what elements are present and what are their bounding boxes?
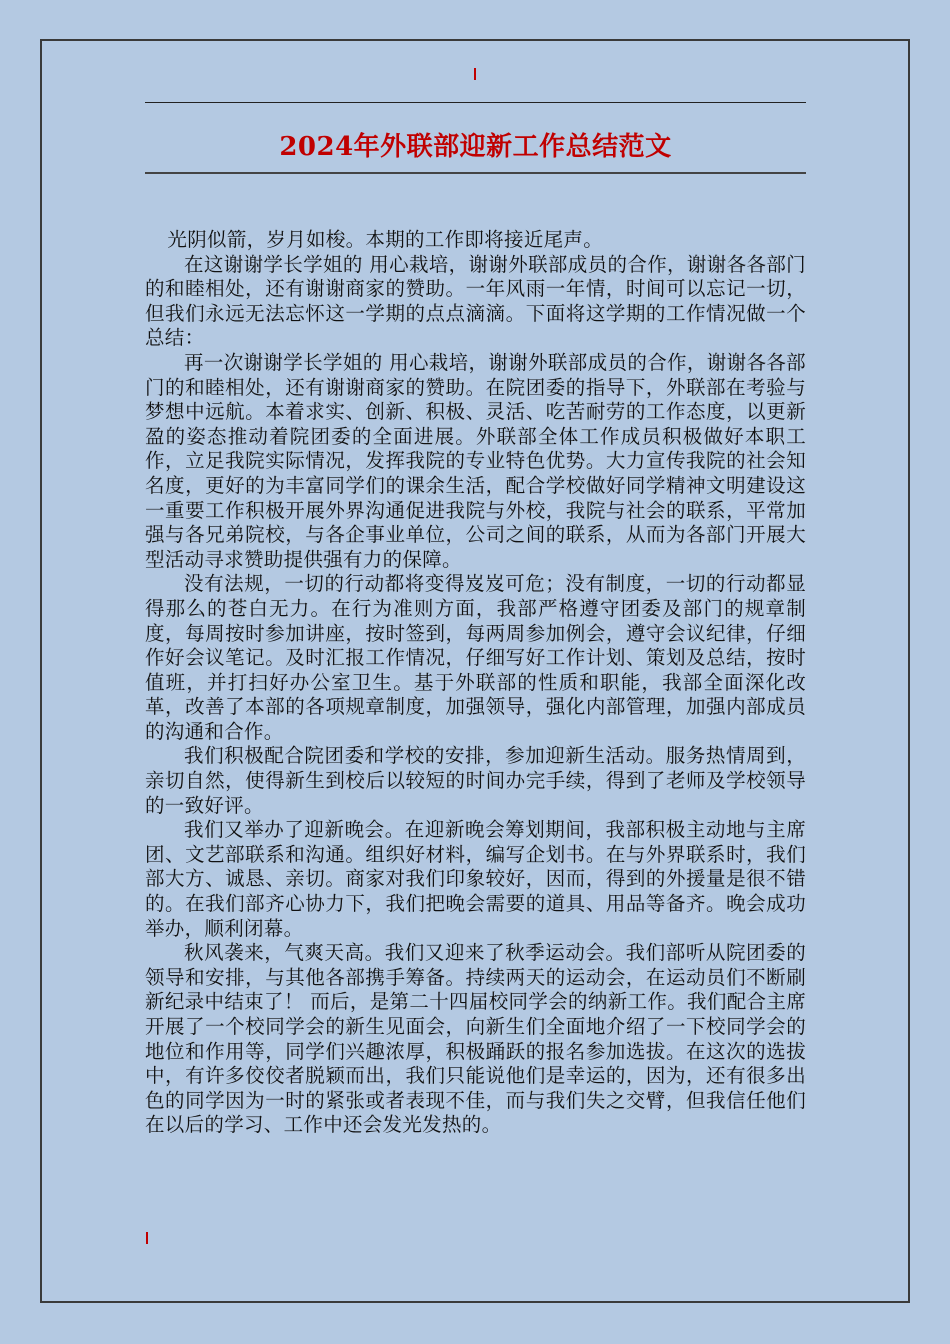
- paragraph-thanks: 在这谢谢学长学姐的 用心栽培，谢谢外联部成员的合作，谢谢各各部门的和睦相处，还有谢谢商家的赞助。一年风雨一年情，时间可以忘记一切，但我们永远无法忘怀这一学期的点点滴滴。下面将这学期的工作情况做一个总结：: [145, 252, 806, 350]
- paragraph-sports-meet: 秋风袭来，气爽天高。我们又迎来了秋季运动会。我们部听从院团委的领导和安排，与其他各部携手筹备。持续两天的运动会，在运动员们不断刷新纪录中结束了！ 而后，是第二十四届校同学会的纳新工作。我们配合主席开展了一个校同学会的新生见面会，向新生们全面地介绍了一下校同学会的地位和作用等，同学们兴趣浓厚，积极踊跃的报名参加选拔。在这次的选拔中，有许多佼佼者脱颖而出，我们只能说他们是幸运的，因为，还有很多出色的同学因为一时的紧张或者表现不佳，而与我们失之交臂，但我信任他们在以后的学习、工作中还会发光发热的。: [145, 941, 806, 1137]
- paragraph-rules: 没有法规，一切的行动都将变得岌岌可危；没有制度，一切的行动都显得那么的苍白无力。在行为准则方面，我部严格遵守团委及部门的规章制度，每周按时参加讲座，按时签到，每两周参加例会，遵守会议纪律，仔细作好会议笔记。及时汇报工作情况，仔细写好工作计划、策划及总结，按时值班，并打扫好办公室卫生。基于外联部的性质和职能，我部全面深化改革，改善了本部的各项规章制度，加强领导，强化内部管理，加强内部成员的沟通和合作。: [145, 572, 806, 743]
- header-cursor-mark: [474, 68, 476, 80]
- paragraph-overview: 再一次谢谢学长学姐的 用心栽培，谢谢外联部成员的合作，谢谢各各部门的和睦相处，还有谢谢商家的赞助。在院团委的指导下，外联部在考验与梦想中远航。本着求实、创新、积极、灵活、吃苦耐劳的工作态度，以更新盈的姿态推动着院团委的全面进展。外联部全体工作成员积极做好本职工作，立足我院实际情况，发挥我院的专业特色优势。大力宣传我院的社会知名度，更好的为丰富同学们的课余生活，配合学校做好同学精神文明建设这一重要工作积极开展外界沟通促进我院与外校，我院与社会的联系，平常加强与各兄弟院校，与各企事业单位，公司之间的联系，从而为各部门开展大型活动寻求赞助提供强有力的保障。: [145, 350, 806, 571]
- document-title: 2024年外联部迎新工作总结范文: [279, 132, 672, 162]
- title-underline-rule: [145, 172, 806, 174]
- paragraph-intro: 光阴似箭，岁月如梭。本期的工作即将接近尾声。: [167, 228, 604, 251]
- paragraph-welcome-party: 我们又举办了迎新晚会。在迎新晚会筹划期间，我部积极主动地与主席团、文艺部联系和沟通。组织好材料，编写企划书。在与外界联系时，我们部大方、诚恳、亲切。商家对我们印象较好，因而，得到的外援量是很不错的。在我们部齐心协力下，我们把晚会需要的道具、用品等备齐。晚会成功举办，顺利闭幕。: [145, 818, 806, 940]
- paragraph-welcome-activity: 我们积极配合院团委和学校的安排，参加迎新生活动。服务热情周到，亲切自然，使得新生到校后以较短的时间办完手续，得到了老师及学校领导的一致好评。: [145, 744, 806, 817]
- footer-cursor-mark: [146, 1232, 148, 1244]
- header-rule: [145, 102, 806, 103]
- document-body: [145, 228, 806, 1138]
